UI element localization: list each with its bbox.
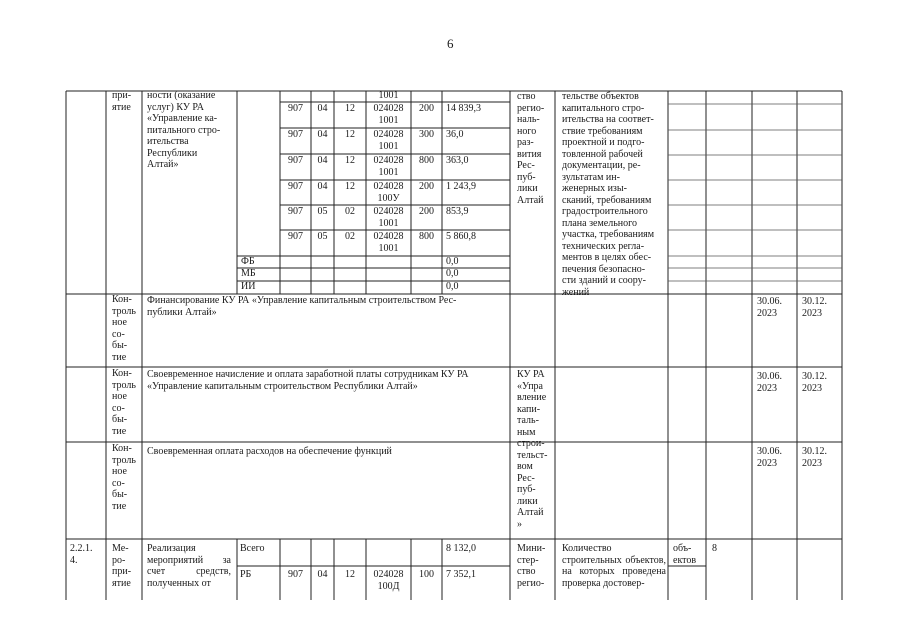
budget-rz: 04 <box>317 103 328 114</box>
budget-pr: 12 <box>345 569 355 580</box>
budget-vr: 800 <box>419 231 434 242</box>
control-event-text: Своевременное начисление и оплата заработной платы сотрудникам КУ РА «Управление капитальным строительством Республики Алтай» <box>147 369 469 392</box>
budget-sum: 5 860,8 <box>446 231 476 242</box>
indicator-cell: тельстве объектов капитального стро- ительства на соответ- ствие требованиям проектной и подго- товленной рабочей документации, ре- зультатам ин- женерных изы- сканий, требованиям градостроительного плана земельного участка, требованиям технических регла- ментов в целях обес- печения безопасно- сти зданий и соору- жений <box>562 91 655 298</box>
budget-pr: 02 <box>345 231 355 242</box>
control-event-start: 30.06. 2023 <box>757 446 782 469</box>
funding-sum: 0,0 <box>446 268 459 279</box>
row-number: 2.2.1. 4. <box>70 543 93 566</box>
control-event-text: Финансирование КУ РА «Управление капитальным строительством Рес- публики Алтай» <box>147 295 457 318</box>
kcsr-tail-cell: 1001 <box>378 90 399 101</box>
control-event-end: 30.12. 2023 <box>802 446 827 469</box>
budget-rz: 05 <box>317 231 328 242</box>
budget-rz: 04 <box>317 181 328 192</box>
budget-vr: 300 <box>419 129 434 140</box>
budget-vr: 200 <box>419 181 434 192</box>
funding-source: ФБ <box>241 256 255 267</box>
budget-rz: 04 <box>317 569 328 580</box>
budget-pr: 02 <box>345 206 355 217</box>
budget-rz: 04 <box>317 155 328 166</box>
budget-sum: 363,0 <box>446 155 469 166</box>
budget-vr: 100 <box>419 569 434 580</box>
budget-csr: 024028 1001 <box>373 231 404 254</box>
budget-gr: 907 <box>288 181 303 192</box>
rb-label: РБ <box>240 569 252 580</box>
budget-csr: 024028 1001 <box>373 155 404 178</box>
budget-csr: 024028 1001 <box>373 206 404 229</box>
total-label: Всего <box>240 543 265 554</box>
budget-pr: 12 <box>345 129 355 140</box>
budget-rz: 05 <box>317 206 328 217</box>
row-type-cell: Ме- ро- при- ятие <box>112 543 132 589</box>
value-cell: 8 <box>712 543 717 554</box>
budget-csr: 024028 1001 <box>373 129 404 152</box>
control-event-label: Кон- троль ное со- бы- тие <box>112 443 136 512</box>
budget-sum: 1 243,9 <box>446 181 476 192</box>
budget-csr: 024028 1001 <box>373 103 404 126</box>
budget-gr: 907 <box>288 569 303 580</box>
funding-source: МБ <box>241 268 256 279</box>
activity-name-cell: Реализация мероприятий за счет средств, полученных от <box>147 543 231 589</box>
budget-vr: 800 <box>419 155 434 166</box>
event-executor-cell: КУ РА «Упра вление капи- таль- ным строи- тельст- вом Рес- пуб- лики Алтай » <box>517 369 548 530</box>
budget-csr: 024028 100У <box>373 181 404 204</box>
budget-vr: 200 <box>419 206 434 217</box>
budget-pr: 12 <box>345 103 355 114</box>
budget-gr: 907 <box>288 155 303 166</box>
budget-gr: 907 <box>288 231 303 242</box>
funding-source: ИИ <box>241 281 256 292</box>
control-event-end: 30.12. 2023 <box>802 371 827 394</box>
control-event-end: 30.12. 2023 <box>802 296 827 319</box>
row-type-cell: при- ятие <box>112 90 132 113</box>
executor-cell: Мини- стер- ство регио- <box>517 543 546 589</box>
control-event-start: 30.06. 2023 <box>757 296 782 319</box>
activity-name-cell: ности (оказание услуг) КУ РА «Управление ка- питального стро- ительства Республики Алтай» <box>147 90 221 170</box>
budget-gr: 907 <box>288 103 303 114</box>
funding-sum: 0,0 <box>446 256 459 267</box>
funding-sum: 0,0 <box>446 281 459 292</box>
budget-sum: 14 839,3 <box>446 103 481 114</box>
budget-gr: 907 <box>288 129 303 140</box>
control-event-start: 30.06. 2023 <box>757 371 782 394</box>
control-event-text: Своевременная оплата расходов на обеспечение функций <box>147 446 392 457</box>
page-number: 6 <box>447 36 454 51</box>
budget-sum: 853,9 <box>446 206 469 217</box>
budget-csr: 024028 100Д <box>373 569 404 592</box>
total-sum: 8 132,0 <box>446 543 476 554</box>
control-event-label: Кон- троль ное со- бы- тие <box>112 294 136 363</box>
executor-cell: ство регио- наль- ного раз- вития Рес- пуб- лики Алтай <box>517 91 545 206</box>
budget-pr: 12 <box>345 181 355 192</box>
unit-cell: объ- ектов <box>673 543 697 566</box>
indicator-cell: Количество строительных объектов, на которых проведена проверка достовер- <box>562 543 666 589</box>
budget-sum: 7 352,1 <box>446 569 476 580</box>
budget-vr: 200 <box>419 103 434 114</box>
budget-sum: 36,0 <box>446 129 464 140</box>
control-event-label: Кон- троль ное со- бы- тие <box>112 368 136 437</box>
budget-gr: 907 <box>288 206 303 217</box>
budget-pr: 12 <box>345 155 355 166</box>
budget-rz: 04 <box>317 129 328 140</box>
